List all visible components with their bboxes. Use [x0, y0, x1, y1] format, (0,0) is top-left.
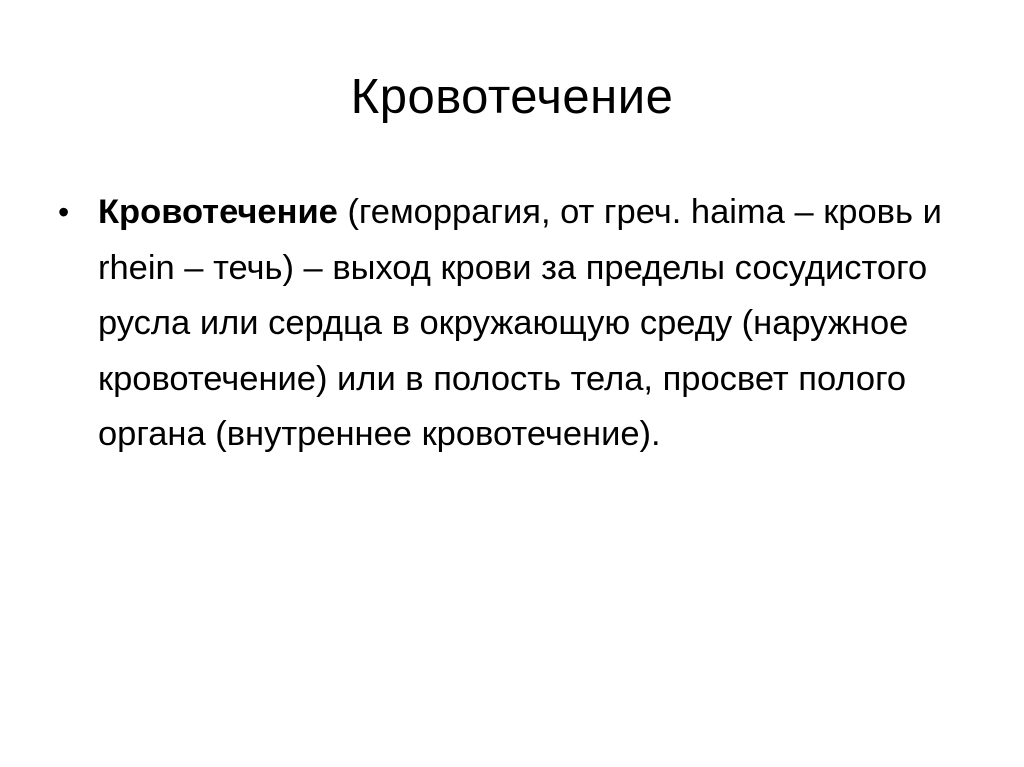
- bullet-item: [58, 185, 978, 463]
- slide-title: Кровотечение: [350, 70, 674, 124]
- bullet-term: Кровотечение: [98, 193, 338, 231]
- bullet-list: [58, 185, 978, 463]
- bullet-dot-icon: •: [58, 194, 70, 230]
- bullet-definition: (геморрагия, от греч. haima – кровь и rhein – течь) – выход крови за пределы сосудистого русла или сердца в окружающую среду (наружное кровотечение) или в полость тела, просвет полого органа (внутреннее кровотечение).: [98, 193, 942, 453]
